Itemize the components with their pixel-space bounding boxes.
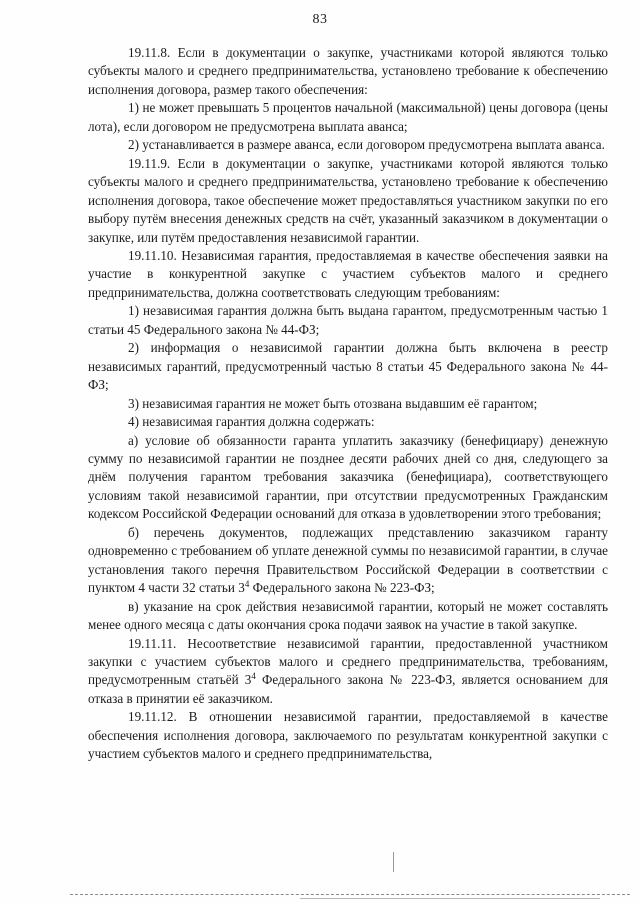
page-number: 83 (312, 12, 328, 27)
subitem-b-text: б) перечень документов, подлежащих представлению заказчиком гаранту одновременно с требованием об уплате денежной суммы по независимой гарантии, в случае установления такого перечня Правительством Российской Федерации в соответствии с пунктом 4 части 32 статьи 3 (88, 524, 608, 596)
clause-19-11-8: 19.11.8. Если в документации о закупке, участниками которой являются только субъекты малого и среднего предпринимательства, установлено требование к обеспечению исполнения договора, размер такого обеспечения: (88, 45, 608, 97)
clause-19-11-10-item-4: 4) независимая гарантия должна содержать: (128, 414, 375, 430)
document-body (88, 44, 608, 764)
superscript-4: 4 (244, 579, 250, 590)
subitem-b-text-tail: Федерального закона № 223-ФЗ; (249, 580, 435, 596)
clause-19-11-8-item-1: 1) не может превышать 5 процентов начальной (максимальной) цены договора (цены лота), если договором не предусмотрена выплата аванса; (88, 100, 608, 134)
clause-19-11-10: 19.11.10. Независимая гарантия, предоставляемая в качестве обеспечения заявки на участие в конкурентной закупке с участием субъектов малого и среднего предпринимательства, должна соответствовать следующим требованиям: (88, 247, 608, 300)
clause-19-11-11-text-tail: Федерального закона № 223-ФЗ, является основанием для отказа в принятии её заказчиком. (88, 672, 608, 706)
clause-19-11-10-subitem-v: в) указание на срок действия независимой гарантии, который не может составлять менее одного месяца с даты окончания срока подачи заявок на участие в такой закупке. (88, 598, 608, 633)
clause-19-11-9: 19.11.9. Если в документации о закупке, участниками которой являются только субъекты малого и среднего предпринимательства, установлено требование к обеспечению исполнения договора, такое обеспечение может предоставляться участником закупки по его выбору путём внесения денежных средств на счёт, указанный заказчиком в документации о закупке, или путём предоставления независимой гарантии. (88, 155, 608, 245)
clause-19-11-11 (88, 635, 608, 709)
clause-19-11-10-item-1: 1) независимая гарантия должна быть выдана гарантом, предусмотренным частью 1 статьи 45 Федерального закона № 44-ФЗ; (88, 303, 608, 337)
clause-19-11-11-text: 19.11.11. Несоответствие независимой гарантии, предоставленной участником закупки с участием субъектов малого и среднего предпринимательства, требованиям, предусмотренным статьёй 3 (88, 635, 608, 688)
bottom-scan-rule-secondary (300, 898, 600, 899)
clause-19-11-10-subitem-b (88, 524, 608, 598)
clause-19-11-10-item-2: 2) информация о независимой гарантии должна быть включена в реестр независимых гарантий, предусмотренный частью 8 статьи 45 Федерального закона № 44-ФЗ; (88, 340, 608, 393)
clause-19-11-10-subitem-a: а) условие об обязанности гаранта уплатить заказчику (бенефициару) денежную сумму по независимой гарантии не позднее десяти рабочих дней со дня, следующего за днём получения гарантом требования заказчика (бенефициара), соответствующего условиям такой независимой гарантии, при отсутствии предусмотренных Гражданским кодексом Российской Федерации оснований для отказа в удовлетворении этого требования; (88, 432, 608, 522)
superscript-4-b: 4 (251, 671, 256, 682)
bottom-scan-rule (70, 894, 630, 895)
clause-19-11-12: 19.11.12. В отношении независимой гарантии, предоставляемой в качестве обеспечения исполнения договора, заключаемого по результатам конкурентной закупки с участием субъектов малого и среднего предпринимательства, (88, 709, 608, 762)
clause-19-11-8-item-2: 2) устанавливается в размере аванса, если договором предусмотрена выплата аванса. (128, 137, 605, 153)
scan-artifact-mark (393, 852, 394, 872)
clause-19-11-10-item-3: 3) независимая гарантия не может быть отозвана выдавшим её гарантом; (128, 395, 538, 411)
